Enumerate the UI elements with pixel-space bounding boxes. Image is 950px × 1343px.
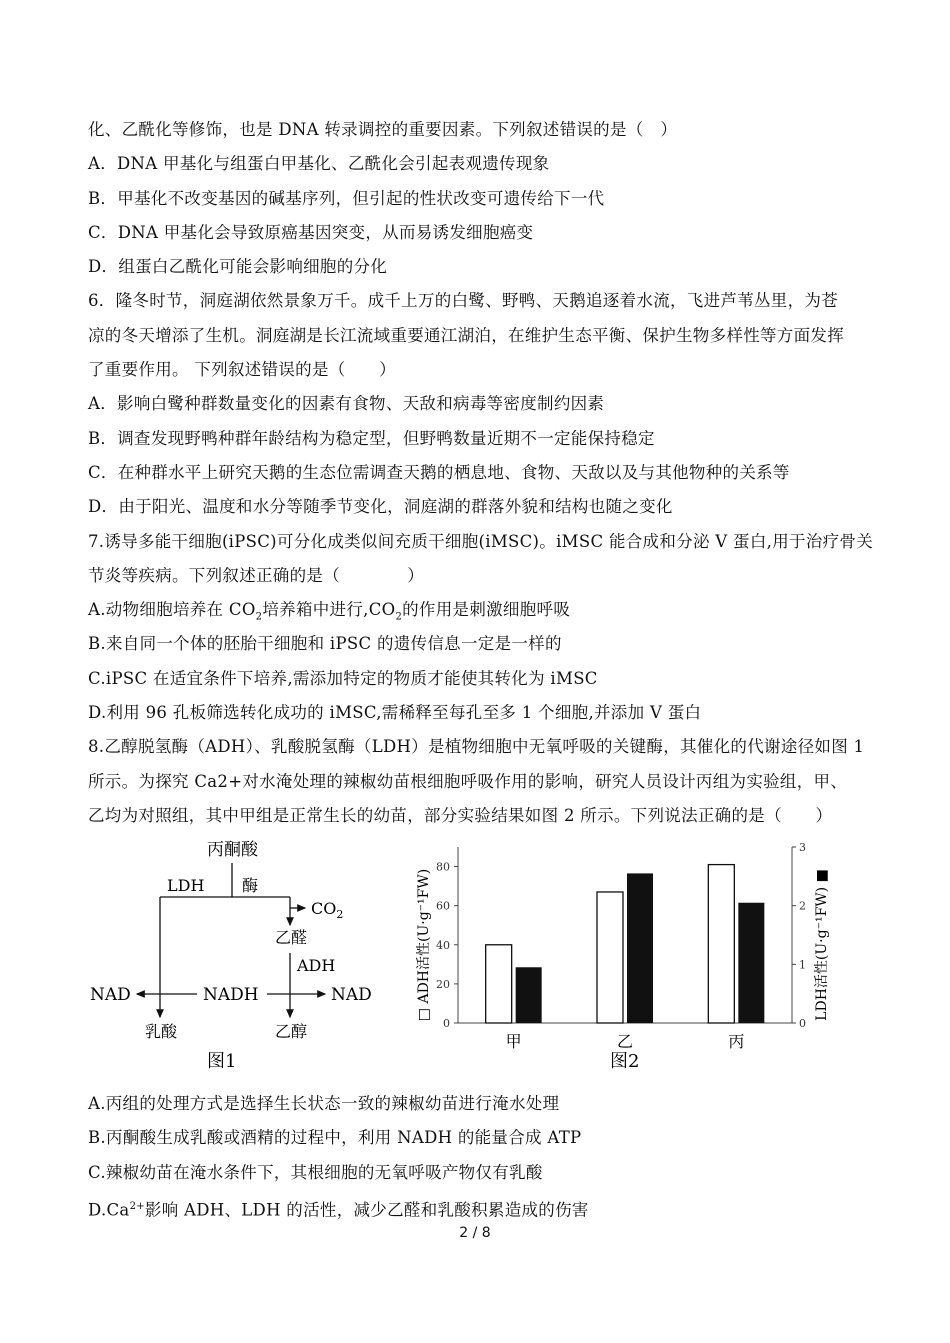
figure-1-pathway — [85, 835, 385, 1075]
q8-stem-line-1: 8.乙醇脱氢酶（ADH）、乳酸脱氢酶（LDH）是植物细胞中无氧呼吸的关键酶，其催化的代谢途径如图 1 — [88, 737, 865, 757]
left-tick-label: 80 — [436, 860, 450, 874]
q5-option-d: D．组蛋白乙酰化可能会影响细胞的分化 — [88, 257, 388, 277]
q8-option-b: B.丙酮酸生成乳酸或酒精的过程中，利用 NADH 的能量合成 ATP — [88, 1128, 582, 1148]
right-axis-label: LDH活性(U·g⁻¹FW) ■ — [814, 869, 830, 1021]
figure-2-bar-chart — [410, 835, 870, 1075]
figures-area — [85, 835, 875, 1075]
q7-a-part1: A.动物细胞培养在 CO — [88, 600, 256, 620]
q5-option-b: B．甲基化不改变基因的碱基序列，但引起的性状改变可遗传给下一代 — [88, 188, 605, 208]
q7-stem-line-1: 7.诱导多能干细胞(iPSC)可分化成类似间充质干细胞(iMSC)。iMSC 能合成和分泌 V 蛋白,用于治疗骨关 — [88, 531, 873, 551]
nadh-label: NADH — [203, 985, 259, 1005]
figure-1-caption: 图1 — [207, 1051, 237, 1072]
text-block-bottom — [88, 1087, 868, 1224]
pyruvate-label: 丙酮酸 — [207, 840, 258, 860]
category-label-0: 甲 — [505, 1032, 522, 1051]
right-tick-label: 2 — [799, 899, 806, 913]
adh-label: ADH — [297, 956, 336, 975]
enzyme-label: 酶 — [242, 876, 259, 895]
lactate-label: 乳酸 — [145, 1022, 178, 1041]
q6-option-b: B．调查发现野鸭种群年龄结构为稳定型，但野鸭数量近期不一定能保持稳定 — [88, 428, 655, 448]
category-label-1: 乙 — [616, 1032, 634, 1051]
adh-bar-2 — [708, 865, 734, 1023]
ldh-bar-2 — [738, 903, 764, 1023]
q5-option-c: C．DNA 甲基化会导致原癌基因突变，从而易诱发细胞癌变 — [88, 222, 534, 242]
q6-stem-line-1: 6．隆冬时节，洞庭湖依然景象万千。成千上万的白鹭、野鸭、天鹅追逐着水流，飞进芦苇丛里，为苍 — [88, 291, 838, 311]
q8-d-part1: D.Ca — [88, 1200, 130, 1220]
ldh-label: LDH — [167, 876, 205, 895]
figure-2-caption: 图2 — [610, 1051, 640, 1072]
right-tick-label: 0 — [799, 1017, 806, 1030]
acetaldehyde-label: 乙醛 — [275, 928, 308, 947]
q8-option-c: C.辣椒幼苗在淹水条件下，其根细胞的无氧呼吸产物仅有乳酸 — [88, 1162, 543, 1182]
nad-left-label: NAD — [90, 985, 131, 1005]
ldh-bar-0 — [516, 967, 542, 1023]
nad-right-label: NAD — [331, 985, 372, 1005]
co2-label: $CO_2$ — [311, 899, 344, 921]
q8-d-sup: 2+ — [129, 1200, 145, 1212]
q7-option-a — [88, 593, 868, 627]
q6-option-a: A．影响白鹭种群数量变化的因素有食物、天敌和病毒等密度制约因素 — [88, 394, 605, 414]
q6-option-c: C．在种群水平上研究天鹅的生态位需调查天鹅的栖息地、食物、天敌以及与其他物种的关系等 — [88, 462, 790, 482]
left-tick-label: 0 — [443, 1017, 450, 1030]
q7-option-b: B.来自同一个体的胚胎干细胞和 iPSC 的遗传信息一定是一样的 — [88, 634, 562, 654]
q7-a-sub2: 2 — [395, 611, 403, 623]
q6-option-d: D．由于阳光、温度和水分等随季节变化，洞庭湖的群落外貌和结构也随之变化 — [88, 497, 673, 517]
q8-stem-line-3: 乙均为对照组，其中甲组是正常生长的幼苗，部分实验结果如图 2 所示。下列说法正确的是（ ） — [88, 805, 833, 825]
q7-option-d: D.利用 96 孔板筛选转化成功的 iMSC,需稀释至每孔至多 1 个细胞,并添加 V 蛋白 — [88, 703, 702, 723]
left-tick-label: 60 — [436, 899, 450, 913]
q7-a-sub1: 2 — [255, 611, 263, 623]
q6-stem-line-2: 凉的冬天增添了生机。洞庭湖是长江流域重要通江湖泊，在维护生态平衡、保护生物多样性等方面发挥 — [88, 325, 844, 345]
q7-a-part2: 培养箱中进行,CO — [262, 600, 396, 620]
q8-option-d — [88, 1190, 868, 1224]
left-tick-label: 40 — [436, 938, 450, 952]
left-tick-label: 20 — [436, 977, 450, 991]
q5-option-a: A．DNA 甲基化与组蛋白甲基化、乙酰化会引起表观遗传现象 — [88, 154, 550, 174]
q8-option-a: A.丙组的处理方式是选择生长状态一致的辣椒幼苗进行淹水处理 — [88, 1094, 560, 1113]
page-number: 2 / 8 — [459, 1225, 491, 1241]
q6-stem-line-3: 了重要作用。 下列叙述错误的是（ ） — [88, 360, 396, 380]
q7-stem-line-2: 节炎等疾病。下列叙述正确的是（ ） — [88, 565, 424, 585]
category-label-2: 丙 — [728, 1032, 745, 1051]
q7-a-part3: 的作用是刺激细胞呼吸 — [402, 600, 571, 620]
left-axis-label: □ ADH活性(U·g⁻¹FW) — [416, 868, 432, 1022]
ethanol-label: 乙醇 — [275, 1022, 308, 1041]
q8-stem-line-2: 所示。为探究 Ca2+对水淹处理的辣椒幼苗根细胞呼吸作用的影响，研究人员设计丙组为实验组，甲、 — [88, 771, 848, 791]
q7-option-c: C.iPSC 在适宜条件下培养,需添加特定的物质才能使其转化为 iMSC — [88, 668, 598, 688]
adh-bar-0 — [486, 945, 512, 1023]
adh-bar-1 — [597, 892, 623, 1023]
q8-d-part2: 影响 ADH、LDH 的活性，减少乙醛和乳酸积累造成的伤害 — [144, 1200, 589, 1220]
right-tick-label: 3 — [799, 841, 806, 854]
q5-continuation: 化、乙酰化等修饰，也是 DNA 转录调控的重要因素。下列叙述错误的是（ ） — [88, 120, 678, 139]
text-block-top — [88, 113, 873, 833]
ldh-bar-1 — [627, 873, 653, 1023]
right-tick-label: 1 — [799, 958, 806, 972]
